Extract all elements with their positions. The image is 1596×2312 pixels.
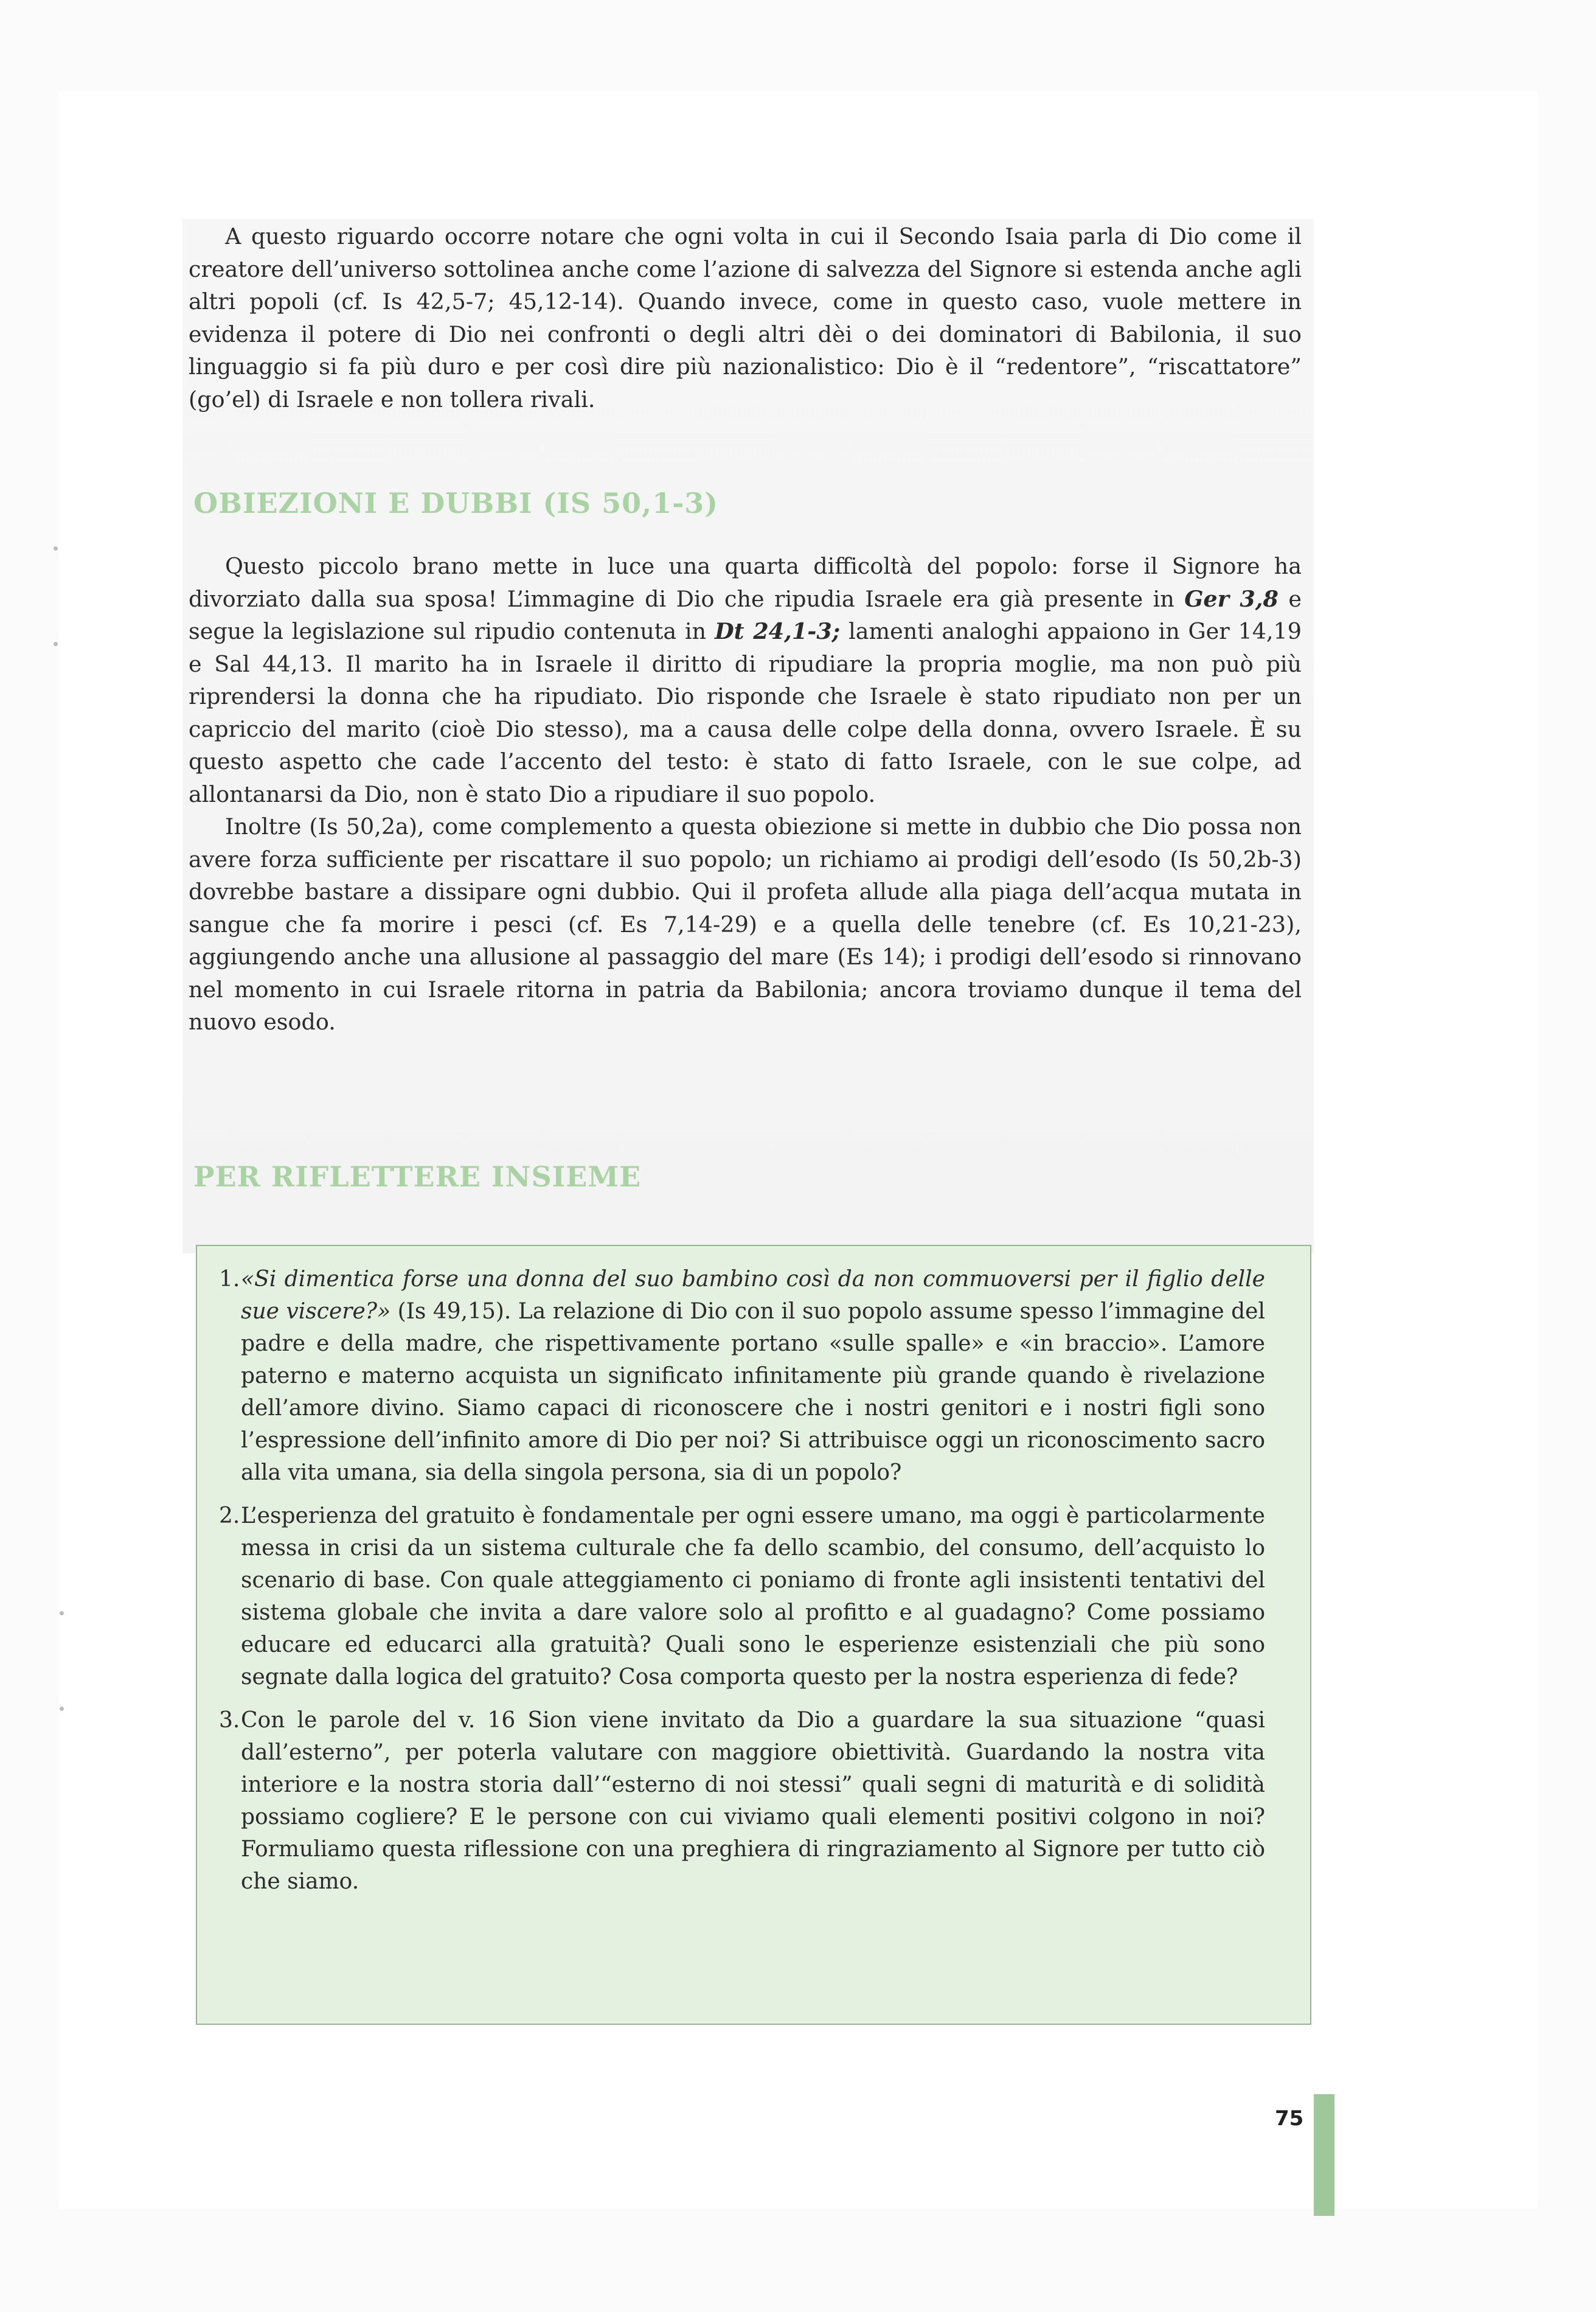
margin-dot bbox=[60, 1707, 64, 1711]
list-item bbox=[197, 1500, 1265, 1693]
list-item-number: 2. bbox=[219, 1503, 240, 1528]
list-item-text: Con le parole del v. 16 Sion viene invitato da Dio a guardare la sua situazione “quasi dall’esterno”, per poterla valutare con maggiore obiettività. Guardando la nostra vita interiore e la nostra storia dall’“esterno di noi stessi” quali segni di maturità e di solidità possiamo cogliere? E le persone con cui viviamo quali elementi positivi colgono in noi? Formuliamo questa riflessione con una preghiera di ringraziamento al Signore per tutto ciò che siamo. bbox=[241, 1708, 1265, 1894]
intro-paragraph: A questo riguardo occorre notare che ogni volta in cui il Secondo Isaia parla di Dio come il creatore dell’universo sottolinea anche come l’azione di salvezza del Signore si estenda anche agli altri popoli (cf. Is 42,5-7; 45,12-14). Quando invece, come in questo caso, vuole mettere in evidenza il potere di Dio nei confronti o degli altri dèi o dei dominatori di Babilonia, il suo linguaggio si fa più duro e per così dire più nazionalistico: Dio è il “redentore”, “riscattatore” (go’el) di Israele e non tollera rivali. bbox=[189, 223, 1302, 413]
list-item bbox=[197, 1263, 1265, 1489]
margin-dot bbox=[60, 1611, 64, 1615]
scripture-ref-dt: Dt 24,1-3; bbox=[714, 618, 841, 644]
scripture-ref-ger: Ger 3,8 bbox=[1184, 585, 1279, 612]
list-item-number: 3. bbox=[219, 1708, 240, 1733]
list-item-text: (Is 49,15). La relazione di Dio con il suo popolo assume spesso l’immagine del padre e della madre, che rispettivamente portano «sulle spalle» e «in braccio». L’amore paterno e materno acquista un significato infinitamente più grande quando è rivelazione dell’amore divino. Siamo capaci di riconoscere che i nostri genitori e i nostri figli sono l’espressione dell’infinito amore di Dio per noi? Si attribuisce oggi un riconoscimento sacro alla vita umana, sia della singola persona, sia di un popolo? bbox=[241, 1299, 1265, 1485]
green-edge-tab bbox=[1314, 2094, 1334, 2216]
page-number: 75 bbox=[1275, 2106, 1304, 2131]
section1-paragraph-2: Inoltre (Is 50,2a), come complemento a questa obiezione si mette in dubbio che Dio possa non avere forza sufficiente per riscattare il suo popolo; un richiamo ai prodigi dell’esodo (Is 50,2b-3) dovrebbe bastare a dissipare ogni dubbio. Qui il profeta allude alla piaga dell’acqua mutata in sangue che fa morire i pesci (cf. Es 7,14-29) e a quella delle tenebre (cf. Es 10,21-23), aggiungendo anche una allusione al passaggio del mare (Es 14); i prodigi dell’esodo si rinnovano nel momento in cui Israele ritorna in patria da Babilonia; ancora troviamo dunque il tema del nuovo esodo. bbox=[189, 813, 1302, 1035]
list-item-quote: «Si dimentica forse una donna del suo bambino così da non commuoversi per il figlio delle sue viscere?» bbox=[241, 1267, 1265, 1324]
margin-dot bbox=[54, 546, 58, 551]
list-item bbox=[197, 1704, 1265, 1898]
section1-body bbox=[189, 550, 1302, 1039]
section1-paragraph-1: Questo piccolo brano mette in luce una quarta difficoltà del popolo: forse il Signore ha divorziato dalla sua sposa! L’immagine di Dio che ripudia Israele era già presente in Ger 3,8 e segue la legislazione sul ripudio contenuta in Dt 24,1-3; lamenti analoghi appaiono in Ger 14,19 e Sal 44,13. Il marito ha in Israele il diritto di ripudiare la propria moglie, ma non può più riprendersi la donna che ha ripudiato. Dio risponde che Israele è stato ripudiato non per un capriccio del marito (cioè Dio stesso), ma a causa delle colpe della donna, ovvero Israele. È su questo aspetto che cade l’accento del testo: è stato di fatto Israele, con le sue colpe, ad allontanarsi da Dio, non è stato Dio a ripudiare il suo popolo. bbox=[189, 553, 1302, 807]
list-item-number: 1. bbox=[219, 1267, 240, 1292]
reflection-list bbox=[197, 1246, 1310, 1898]
reflection-box bbox=[196, 1245, 1311, 2025]
list-item-text: L’esperienza del gratuito è fondamentale per ogni essere umano, ma oggi è particolarmente messa in crisi da un sistema culturale che fa dello scambio, del consumo, dell’acquisto lo scenario di base. Con quale atteggiamento ci poniamo di fronte agli insistenti tentativi del sistema globale che invita a dare valore solo al profitto e al guadagno? Come possiamo educare ed educarci alla gratuità? Quali sono le esperienze esistenziali che più sono segnate dalla logica del gratuito? Cosa comporta questo per la nostra esperienza di fede? bbox=[241, 1503, 1265, 1690]
intro-paragraph-block bbox=[189, 220, 1302, 416]
section-heading-obiezioni: OBIEZIONI E DUBBI (IS 50,1-3) bbox=[193, 487, 719, 520]
section-heading-riflettere: PER RIFLETTERE INSIEME bbox=[193, 1160, 642, 1193]
margin-dot bbox=[54, 642, 58, 646]
